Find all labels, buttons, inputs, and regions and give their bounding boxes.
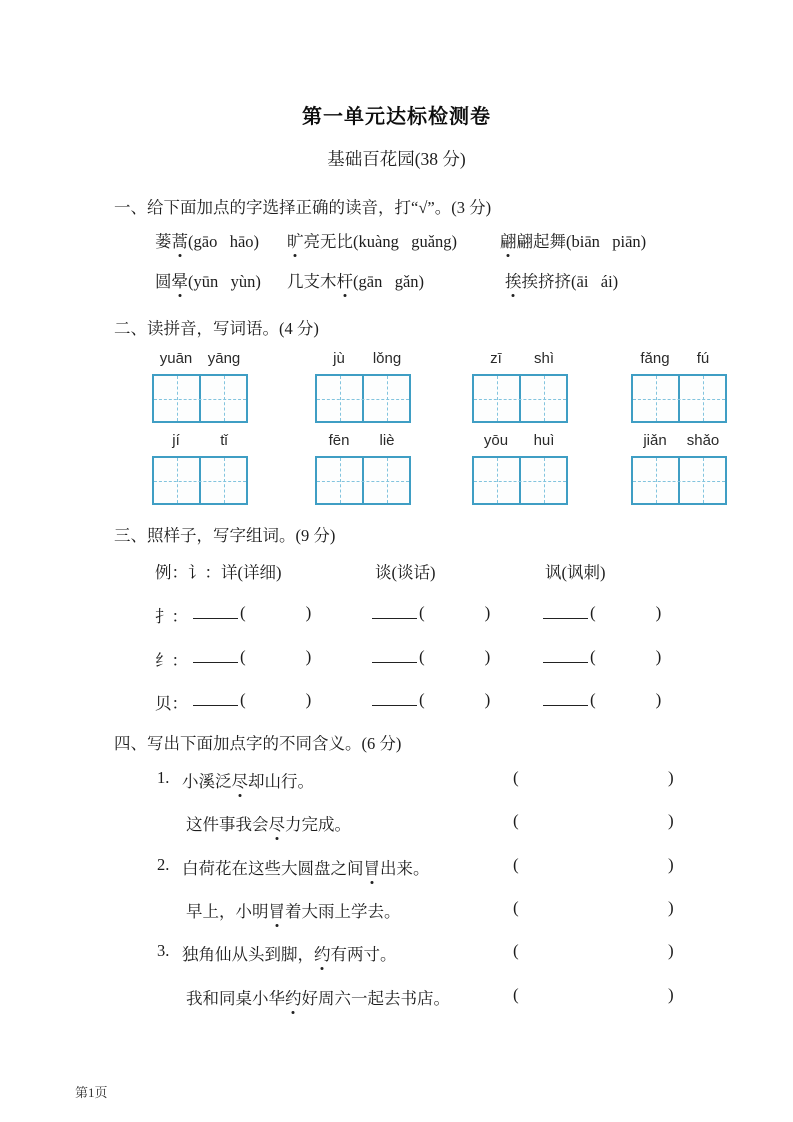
answer-paren-open: (: [513, 768, 519, 787]
sentence-text: [186, 898, 401, 922]
section3-heading: 三、照样子，写字组词。(9 分): [114, 526, 336, 545]
answer-grid[interactable]: [152, 374, 248, 423]
sentence-line: [0, 855, 793, 881]
text-segment: (gān gǎn): [353, 272, 425, 291]
pinyin-label: yuān yāng: [159, 350, 241, 367]
pinyin-grid-group: [631, 432, 727, 505]
text-segment: 白荷花在这些大圆盘之间: [182, 859, 364, 878]
answer-paren-close: ): [668, 768, 674, 787]
section1-line-1: [0, 228, 793, 254]
pinyin-grid-group: [315, 432, 411, 505]
text-segment: 独角仙从头到脚，: [182, 945, 314, 964]
pinyin-label: jù lǒng: [333, 350, 402, 367]
example-label: 例：讠：: [155, 563, 221, 582]
pinyin-label: zī shì: [490, 350, 554, 367]
grid-cell[interactable]: [633, 376, 680, 421]
answer-blank-group[interactable]: ( ): [543, 690, 661, 710]
grid-cell[interactable]: [474, 458, 521, 503]
grid-cell[interactable]: [364, 376, 409, 421]
answer-grid[interactable]: [315, 456, 411, 505]
dotted-char: 挨: [505, 268, 522, 292]
sentence-line: [0, 941, 793, 967]
text-segment: 几支木: [287, 272, 337, 291]
pinyin-label: fǎng fú: [640, 350, 710, 367]
answer-blank-group[interactable]: ( ): [193, 690, 311, 710]
answer-blank[interactable]: [543, 604, 588, 619]
dotted-char: 尽: [269, 811, 286, 835]
word-choice-item: [287, 268, 424, 292]
dotted-char: 冒: [269, 898, 286, 922]
word-choice-item: [155, 228, 259, 252]
grid-cell[interactable]: [364, 458, 409, 503]
dotted-char: 约: [285, 985, 302, 1009]
dotted-char: 蒿: [172, 228, 189, 252]
answer-blank[interactable]: [372, 648, 417, 663]
sentence-text: [182, 855, 430, 879]
text-segment: 翩起舞(biān piān): [516, 232, 647, 251]
answer-blank[interactable]: [193, 648, 238, 663]
section1-heading: 一、给下面加点的字选择正确的读音，打“√”。(3 分): [114, 198, 492, 217]
page-number: 第1页: [75, 1085, 108, 1100]
text-segment: (gāo hāo): [188, 232, 260, 251]
pinyin-grid-group: [631, 350, 727, 423]
grid-cell[interactable]: [317, 376, 364, 421]
radical-row: [0, 647, 793, 675]
dotted-char: 杆: [337, 268, 354, 292]
section2-heading: 二、读拼音，写词语。(4 分): [114, 319, 319, 338]
section4-heading: 四、写出下面加点字的不同含义。(6 分): [114, 734, 402, 753]
example-word: 谈(谈话): [375, 563, 436, 582]
text-segment: 圆: [155, 272, 172, 291]
answer-blank[interactable]: [372, 604, 417, 619]
example-word: 讽(讽刺): [545, 563, 606, 582]
radical-row: [0, 690, 793, 718]
answer-paren-open: (: [513, 898, 519, 917]
text-segment: 这件事我会: [186, 815, 269, 834]
radical-label: 扌：: [155, 607, 188, 626]
answer-paren-open: (: [513, 985, 519, 1004]
dotted-char: 约: [314, 941, 331, 965]
answer-grid[interactable]: [631, 374, 727, 423]
answer-blank[interactable]: [372, 691, 417, 706]
text-segment: 小溪泛: [182, 772, 232, 791]
pinyin-grid-group: [152, 432, 248, 505]
item-number: 3.: [157, 941, 170, 960]
pinyin-grid-group: [472, 350, 568, 423]
answer-blank[interactable]: [193, 604, 238, 619]
part-banner: 基础百花园(38 分): [327, 149, 466, 169]
text-segment: 却山行。: [248, 772, 314, 791]
text-segment: 着大雨上学去。: [285, 902, 401, 921]
word-choice-item: [505, 268, 618, 292]
answer-blank[interactable]: [543, 648, 588, 663]
grid-cell[interactable]: [201, 458, 246, 503]
pinyin-label: fēn liè: [328, 432, 395, 449]
dotted-char: 尽: [232, 768, 249, 792]
radical-row: [0, 603, 793, 631]
answer-blank-group[interactable]: ( ): [372, 647, 490, 667]
sentence-line: [0, 811, 793, 837]
sentence-line: [0, 898, 793, 924]
text-segment: 有两寸。: [330, 945, 397, 964]
grid-cell[interactable]: [317, 458, 364, 503]
pinyin-grid-group: [472, 432, 568, 505]
answer-grid[interactable]: [472, 456, 568, 505]
sentence-line: [0, 985, 793, 1011]
answer-paren-close: ): [668, 985, 674, 1004]
text-segment: 我和同桌小华: [186, 989, 285, 1008]
sentence-text: [182, 941, 397, 965]
grid-cell[interactable]: [154, 458, 201, 503]
pinyin-grid-group: [315, 350, 411, 423]
answer-grid[interactable]: [472, 374, 568, 423]
answer-blank-group[interactable]: ( ): [543, 603, 661, 623]
answer-paren-close: ): [668, 811, 674, 830]
pinyin-grid-group: [152, 350, 248, 423]
sentence-line: [0, 768, 793, 794]
answer-blank[interactable]: [543, 691, 588, 706]
example-row: [0, 559, 793, 587]
grid-cell[interactable]: [521, 458, 566, 503]
answer-blank-group[interactable]: ( ): [372, 603, 490, 623]
answer-grid[interactable]: [631, 456, 727, 505]
answer-blank-group[interactable]: ( ): [543, 647, 661, 667]
answer-paren-open: (: [513, 811, 519, 830]
dotted-char: 冒: [364, 855, 381, 879]
answer-grid[interactable]: [152, 456, 248, 505]
pinyin-label: jí tǐ: [172, 432, 228, 449]
example-word: 详(详细): [221, 563, 282, 582]
answer-paren-close: ): [668, 941, 674, 960]
answer-paren-close: ): [668, 855, 674, 874]
pinyin-label: jiǎn shǎo: [643, 432, 720, 449]
answer-blank-group[interactable]: ( ): [193, 647, 311, 667]
text-segment: 蒌: [155, 232, 172, 251]
answer-grid[interactable]: [315, 374, 411, 423]
dotted-char: 翩: [500, 228, 517, 252]
sentence-text: [186, 811, 351, 835]
text-segment: 出来。: [380, 859, 430, 878]
word-choice-item: [155, 268, 261, 292]
text-segment: 亮无比(kuàng guǎng): [303, 232, 458, 251]
answer-paren-open: (: [513, 855, 519, 874]
dotted-char: 晕: [172, 268, 189, 292]
word-choice-item: [500, 228, 646, 252]
grid-cell[interactable]: [633, 458, 680, 503]
grid-cell[interactable]: [680, 376, 725, 421]
sentence-text: [186, 985, 450, 1009]
text-segment: 好周六一起去书店。: [301, 989, 450, 1008]
dotted-char: 旷: [287, 228, 304, 252]
grid-cell[interactable]: [474, 376, 521, 421]
text-segment: 挨挤挤(āi ái): [521, 272, 619, 291]
answer-paren-close: ): [668, 898, 674, 917]
answer-paren-open: (: [513, 941, 519, 960]
page-title: 第一单元达标检测卷: [302, 106, 491, 128]
answer-blank-group[interactable]: ( ): [193, 603, 311, 623]
grid-cell[interactable]: [154, 376, 201, 421]
radical-label: 贝：: [155, 694, 188, 713]
text-segment: 力完成。: [285, 815, 351, 834]
item-number: 1.: [157, 768, 170, 787]
example-first: [155, 559, 282, 583]
grid-cell[interactable]: [680, 458, 725, 503]
grid-cell[interactable]: [521, 376, 566, 421]
radical-label: 纟：: [155, 651, 188, 670]
grid-cell[interactable]: [201, 376, 246, 421]
pinyin-label: yōu huì: [483, 432, 555, 449]
section1-line-2: [0, 268, 793, 294]
text-segment: 早上，小明: [186, 902, 269, 921]
text-segment: (yūn yùn): [188, 272, 261, 291]
sentence-text: [182, 768, 314, 792]
word-choice-item: [287, 228, 457, 252]
item-number: 2.: [157, 855, 170, 874]
answer-blank[interactable]: [193, 691, 238, 706]
answer-blank-group[interactable]: ( ): [372, 690, 490, 710]
